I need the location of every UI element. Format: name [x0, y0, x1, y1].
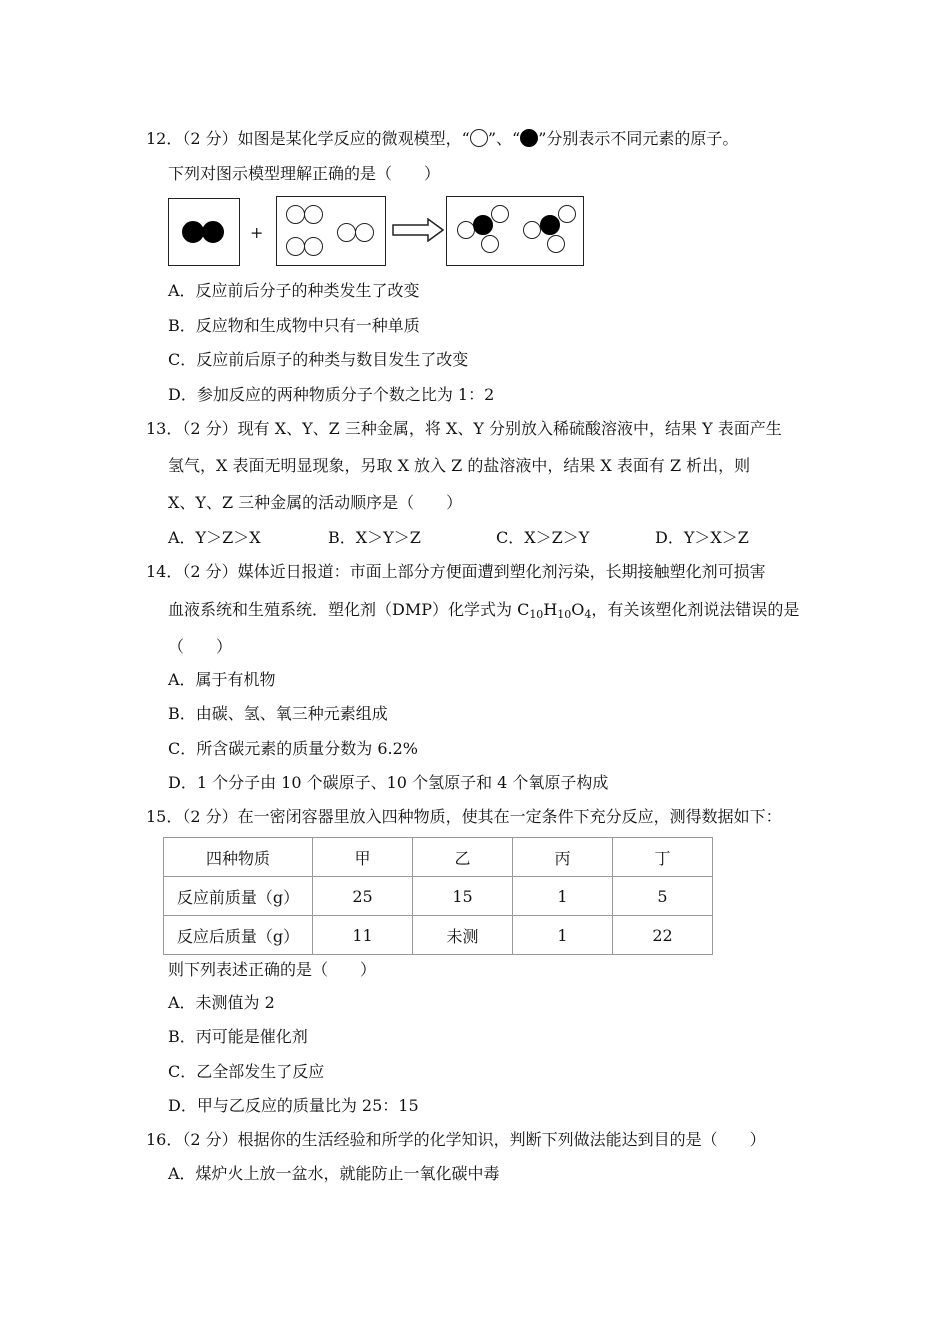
q14-text-2d: ，有关该塑化剂说法错误的是 [591, 600, 800, 619]
q12-stem-text-a: 如图是某化学反应的微观模型，“ [237, 129, 470, 148]
q14-option-a[interactable]: A．属于有机物 [168, 670, 276, 689]
mass-data-table [163, 837, 713, 955]
white-atom-icon [491, 205, 509, 223]
table-header-cell: 丙 [513, 838, 613, 877]
white-atom-icon [304, 205, 323, 224]
q14-stem-line2 [168, 599, 799, 621]
white-atom-icon [304, 237, 323, 256]
q12-option-d[interactable]: D．参加反应的两种物质分子个数之比为 1：2 [168, 385, 495, 404]
q15-option-a[interactable]: A．未测值为 2 [168, 993, 275, 1012]
q12-option-c[interactable]: C．反应前后原子的种类与数目发生了改变 [168, 350, 469, 369]
q13-option-b[interactable]: B．X＞Y＞Z [328, 528, 421, 547]
q13-stem-line2: 氢气，X 表面无明显现象，另取 X 放入 Z 的盐溶液中，结果 X 表面有 Z 析出，则 [168, 456, 751, 475]
black-atom-icon [202, 221, 224, 243]
table-cell: 15 [413, 877, 513, 916]
q12-stem-line2: 下列对图示模型理解正确的是（ ） [168, 164, 441, 183]
q14-text-2b: H [543, 600, 558, 619]
reactant-box-2 [276, 196, 386, 266]
table-header-cell: 四种物质 [164, 838, 313, 877]
q15-option-c[interactable]: C．乙全部发生了反应 [168, 1062, 325, 1081]
black-atom-icon [182, 221, 204, 243]
white-atom-icon [523, 221, 541, 239]
q15-stem-line2: 则下列表述正确的是（ ） [168, 960, 377, 979]
q13-number: 13． [146, 419, 183, 438]
table-cell: 1 [513, 916, 613, 955]
white-atom-icon [470, 129, 488, 147]
table-header-cell: 甲 [313, 838, 413, 877]
white-atom-icon [355, 223, 374, 242]
table-cell: 反应后质量（g） [164, 916, 313, 955]
black-atom-icon [473, 215, 493, 235]
q15-stem-line1 [146, 806, 782, 828]
q15-option-b[interactable]: B．丙可能是催化剂 [168, 1027, 308, 1046]
q15-option-d[interactable]: D．甲与乙反应的质量比为 25：15 [168, 1096, 419, 1115]
q14-stem-line1 [146, 561, 766, 583]
q16-option-a[interactable]: A．煤炉火上放一盆水，就能防止一氧化碳中毒 [168, 1164, 500, 1183]
table-cell: 11 [313, 916, 413, 955]
q14-sub-1: 10 [529, 608, 544, 621]
q14-stem-line3: （ ） [168, 637, 233, 656]
table-row [164, 916, 713, 955]
q13-option-d[interactable]: D．Y＞X＞Z [655, 528, 749, 547]
q13-text-1: （2 分）现有 X、Y、Z 三种金属，将 X、Y 分别放入稀硫酸溶液中，结果 Y 表面产生 [182, 419, 782, 438]
q16-number: 16． [146, 1130, 183, 1149]
q14-sub-3: 4 [584, 608, 592, 621]
reactant-box-1 [168, 198, 240, 266]
white-atom-icon [547, 235, 565, 253]
q14-option-c[interactable]: C．所含碳元素的质量分数为 6.2% [168, 739, 418, 758]
q13-stem-line1 [146, 418, 782, 440]
table-cell: 反应前质量（g） [164, 877, 313, 916]
q14-text-1: （2 分）媒体近日报道：市面上部分方便面遭到塑化剂污染，长期接触塑化剂可损害 [182, 562, 766, 581]
q14-text-2a: 血液系统和生殖系统．塑化剂（DMP）化学式为 C [168, 600, 530, 619]
q14-sub-2: 10 [557, 608, 572, 621]
reaction-diagram [166, 194, 586, 268]
q16-stem-line1 [146, 1129, 766, 1151]
q13-option-c[interactable]: C．X＞Z＞Y [496, 528, 590, 547]
q16-text-1: （2 分）根据你的生活经验和所学的化学知识，判断下列做法能达到目的是（ ） [182, 1130, 766, 1149]
table-header-row [164, 838, 713, 877]
white-atom-icon [558, 205, 576, 223]
arrow-icon [392, 218, 444, 242]
q14-option-d[interactable]: D．1 个分子由 10 个碳原子、10 个氢原子和 4 个氧原子构成 [168, 773, 609, 792]
q14-option-b[interactable]: B．由碳、氢、氧三种元素组成 [168, 704, 388, 723]
table-row [164, 877, 713, 916]
white-atom-icon [286, 237, 305, 256]
table-cell: 5 [613, 877, 713, 916]
white-atom-icon [286, 205, 305, 224]
table-cell: 1 [513, 877, 613, 916]
q14-number: 14． [146, 562, 183, 581]
white-atom-icon [481, 235, 499, 253]
black-atom-icon [540, 215, 560, 235]
q13-option-a[interactable]: A．Y＞Z＞X [168, 528, 261, 547]
table-cell: 未测 [413, 916, 513, 955]
q12-number: 12． [146, 129, 183, 148]
q12-stem-text-b: ”、“ [487, 129, 521, 148]
table-header-cell: 丁 [613, 838, 713, 877]
q13-stem-line3: X、Y、Z 三种金属的活动顺序是（ ） [168, 493, 463, 512]
table-cell: 25 [313, 877, 413, 916]
plus-sign: + [250, 223, 264, 242]
table-header-cell: 乙 [413, 838, 513, 877]
q12-stem-text-c: ”分别表示不同元素的原子。 [538, 129, 739, 148]
table-cell: 22 [613, 916, 713, 955]
q14-text-2c: O [571, 600, 585, 619]
q15-text-1: （2 分）在一密闭容器里放入四种物质，使其在一定条件下充分反应，测得数据如下： [182, 807, 782, 826]
q15-number: 15． [146, 807, 183, 826]
black-atom-icon [520, 129, 538, 147]
q12-option-a[interactable]: A．反应前后分子的种类发生了改变 [168, 281, 420, 300]
q12-option-b[interactable]: B．反应物和生成物中只有一种单质 [168, 316, 420, 335]
product-box [446, 196, 584, 266]
q12-stem [146, 128, 738, 150]
white-atom-icon [337, 223, 356, 242]
q12-points: （2 分） [182, 129, 238, 148]
